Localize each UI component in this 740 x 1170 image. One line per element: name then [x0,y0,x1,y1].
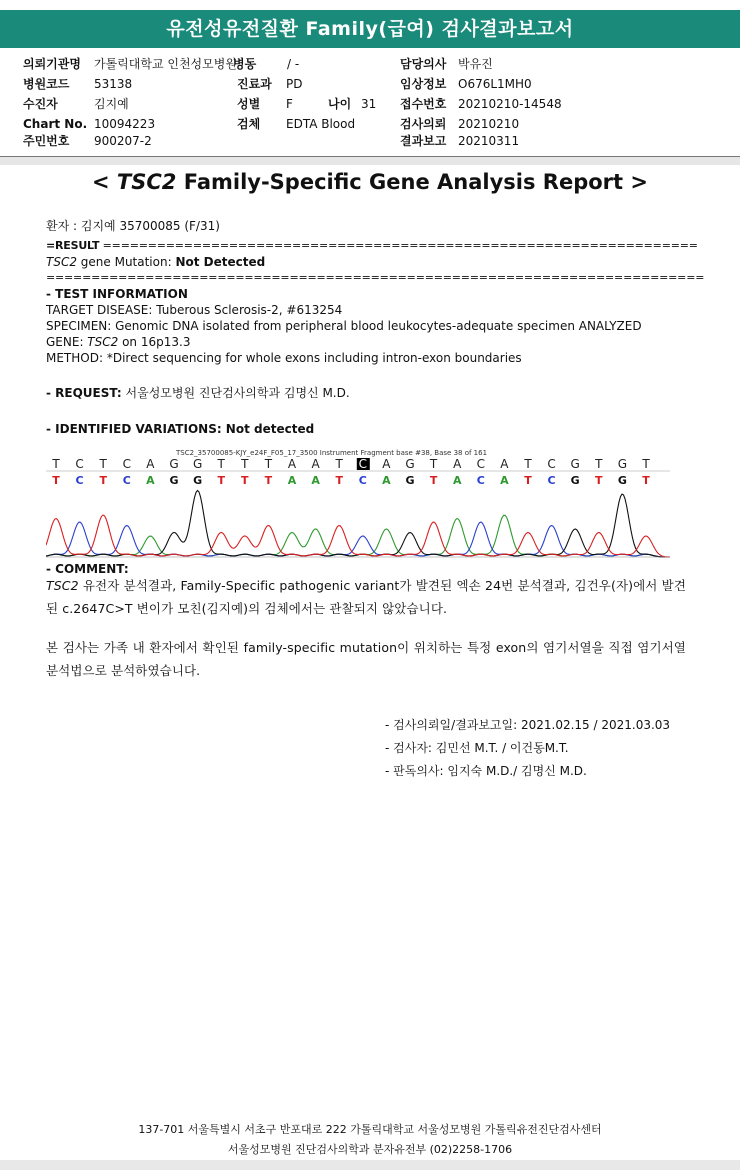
full-rule-line: ========================================================================= [46,271,705,284]
target-disease-line: TARGET DISEASE: Tuberous Sclerosis-2, #613254 [46,303,343,317]
base-call: T [335,457,343,471]
sex-value: F [286,97,293,111]
base-call-colored: A [311,474,320,487]
patient-field [23,96,129,112]
ward-value: / - [287,57,300,71]
base-call-colored: T [217,474,225,487]
comment-paragraph-2: 본 검사는 가족 내 환자에서 확인된 family-specific mutation이 위치하는 특정 exon의 염기서열을 직접 염기서열분석법으로 분석하였습니다. [46,640,686,678]
hospital-code-value: 53138 [94,77,133,91]
resident-no-value: 900207-2 [94,134,152,148]
base-call-colored: G [169,474,179,487]
gene-name: TSC2 [87,335,119,349]
institution-label: 의뢰기관명 [23,57,81,71]
base-call-colored: T [429,474,438,487]
trace-c [46,522,670,557]
base-call-colored: A [382,474,391,487]
base-call: T [595,457,603,471]
base-call: G [192,457,203,471]
comment-label: - COMMENT: [46,562,129,576]
base-call-colored: G [570,474,580,487]
age-value: 31 [361,97,377,111]
resident-no-label: 주민번호 [23,134,70,148]
base-call: C [547,457,556,471]
base-call: T [52,457,60,471]
base-call: T [642,457,650,471]
base-call-colored: C [75,474,84,487]
result-rule: ================================================================== [99,239,698,252]
result-report-field [400,133,520,149]
gene-line [46,334,190,350]
report-header-title: 유전성유전질환 Family(급여) 검사결과보고서 [0,10,740,48]
base-call-colored: G [405,474,415,487]
age-field [328,96,377,112]
result-report-label: 결과보고 [400,134,447,148]
base-call: A [311,457,320,471]
base-call: T [99,457,107,471]
hospital-code-field [23,76,133,92]
mutation-gene: TSC2 [46,255,77,269]
request-line [46,385,350,401]
test-info-heading: - TEST INFORMATION [46,287,188,301]
specimen-label: 검체 [237,117,261,131]
patient-label: 수진자 [23,97,58,111]
receipt-no-value: 20210210-14548 [458,97,562,111]
base-call: G [570,457,580,471]
comment-paragraph-1 [46,574,686,620]
bottom-band [0,1160,740,1170]
base-call-colored: T [642,474,650,487]
base-call: C [75,457,84,471]
header-divider-shade [0,157,740,165]
testers-line: - 검사자: 김민선 M.T. / 이건동M.T. [385,741,569,755]
age-label: 나이 [328,97,352,111]
base-call-colored: A [452,474,462,487]
doctor-label: 담당의사 [400,57,447,71]
base-call: C [358,457,367,471]
clinical-info-field [400,76,532,92]
base-call-colored: A [287,474,297,487]
patient-value: 김지예 [94,97,129,111]
sequence-chromatogram [46,445,670,560]
sex-field [237,96,293,112]
base-call-colored: C [476,474,485,487]
footer-address: 137-701 서울특별시 서초구 반포대로 222 가톨릭대학교 서울성모병원 가톨릭유전진단검사센터 [138,1123,602,1136]
result-report-value: 20210311 [458,134,520,148]
base-call-colored: T [335,474,343,487]
base-call-colored: G [193,474,203,487]
report-title [0,170,740,194]
request-label: - REQUEST: [46,386,122,400]
mutation-line [46,254,265,270]
base-call-colored: C [547,474,556,487]
receipt-no-field [400,96,562,112]
base-call: A [146,457,155,471]
base-call-colored: T [241,474,249,487]
department-label: 진료과 [237,77,272,91]
receipt-no-label: 접수번호 [400,97,447,111]
base-call: A [500,457,509,471]
base-call-colored: T [99,474,107,487]
result-rule-line [46,238,698,254]
comment-gene: TSC2 [46,578,79,593]
department-value: PD [286,77,303,91]
institution-value: 가톨릭대학교 인천성모병원 [94,57,237,71]
dates-line: - 검사의뢰일/결과보고일: 2021.02.15 / 2021.03.03 [385,718,671,732]
hospital-code-label: 병원코드 [23,77,70,91]
report-title-rest: Family-Specific Gene Analysis Report > [176,170,648,194]
doctor-field [400,56,493,72]
base-call-colored: A [146,474,155,487]
department-field [237,76,303,92]
report-title-prefix: < [92,170,117,194]
base-call: T [264,457,273,471]
base-call: G [169,457,179,471]
base-call: A [453,457,462,471]
base-call-colored: T [595,474,603,487]
result-label: =RESULT [46,239,100,252]
sex-label: 성별 [237,97,261,111]
base-call-colored: A [500,474,509,487]
base-call-colored: C [122,474,131,487]
method-line: METHOD: *Direct sequencing for whole exons including intron-exon boundaries [46,351,522,365]
trace-g [46,491,670,558]
request-value: 서울성모병원 진단검사의학과 김명신 M.D. [121,386,350,400]
readers-line: - 판독의사: 임지숙 M.D./ 김명신 M.D. [385,764,587,778]
footer-department: 서울성모병원 진단검사의학과 분자유전부 (02)2258-1706 [227,1143,513,1156]
resident-no-field [23,133,152,149]
clinical-info-value: O676L1MH0 [458,77,532,91]
base-call: T [217,457,225,471]
specimen-value: EDTA Blood [286,117,356,131]
base-call: T [429,457,438,471]
patient-line: 환자 : 김지예 35700085 (F/31) [46,219,220,233]
base-call: C [122,457,131,471]
report-title-gene: TSC2 [116,170,177,194]
specimen-line: SPECIMEN: Genomic DNA isolated from peripheral blood leukocytes-adequate specimen ANALYZED [46,319,642,333]
base-call-colored: C [358,474,367,487]
base-call-colored: T [264,474,273,487]
base-call-colored: T [524,474,532,487]
test-request-field [400,116,520,132]
gene-prefix: GENE: [46,335,88,349]
ward-field [233,56,300,72]
institution-field [23,56,237,72]
gene-suffix: on 16p13.3 [118,335,191,349]
chart-no-field [23,116,156,132]
trace-a [46,515,670,557]
chart-no-value: 10094223 [94,117,156,131]
base-call-colored: T [52,474,60,487]
base-call: G [405,457,415,471]
mutation-text: gene Mutation: [76,255,176,269]
base-call: G [617,457,628,471]
doctor-value: 박유진 [458,57,493,71]
specimen-field [237,116,356,132]
ward-label: 병동 [233,57,257,71]
base-call: A [287,457,297,471]
chart-no-label: Chart No. [23,117,88,131]
test-request-value: 20210210 [458,117,520,131]
clinical-info-label: 임상정보 [400,77,447,91]
base-call: C [476,457,485,471]
test-request-label: 검사의뢰 [400,117,447,131]
base-call: T [524,457,532,471]
mutation-value: Not Detected [175,255,266,269]
base-call-colored: G [617,474,627,487]
chromatogram-caption: TSC2_35700085-KJY_e24F_F05_17_3500 Instrument Fragment base #38, Base 38 of 161 [176,449,488,457]
base-call: A [382,457,391,471]
comment-text-1: 유전자 분석결과, Family-Specific pathogenic variant가 발견된 엑손 24번 분석결과, 김건우(자)에서 발견된 c.2647C>T 변이가 모친(김지예)의 검체에서는 관찰되지 않았습니다. [46,578,686,616]
identified-variations-line: - IDENTIFIED VARIATIONS: Not detected [46,422,315,436]
base-call: T [241,457,249,471]
